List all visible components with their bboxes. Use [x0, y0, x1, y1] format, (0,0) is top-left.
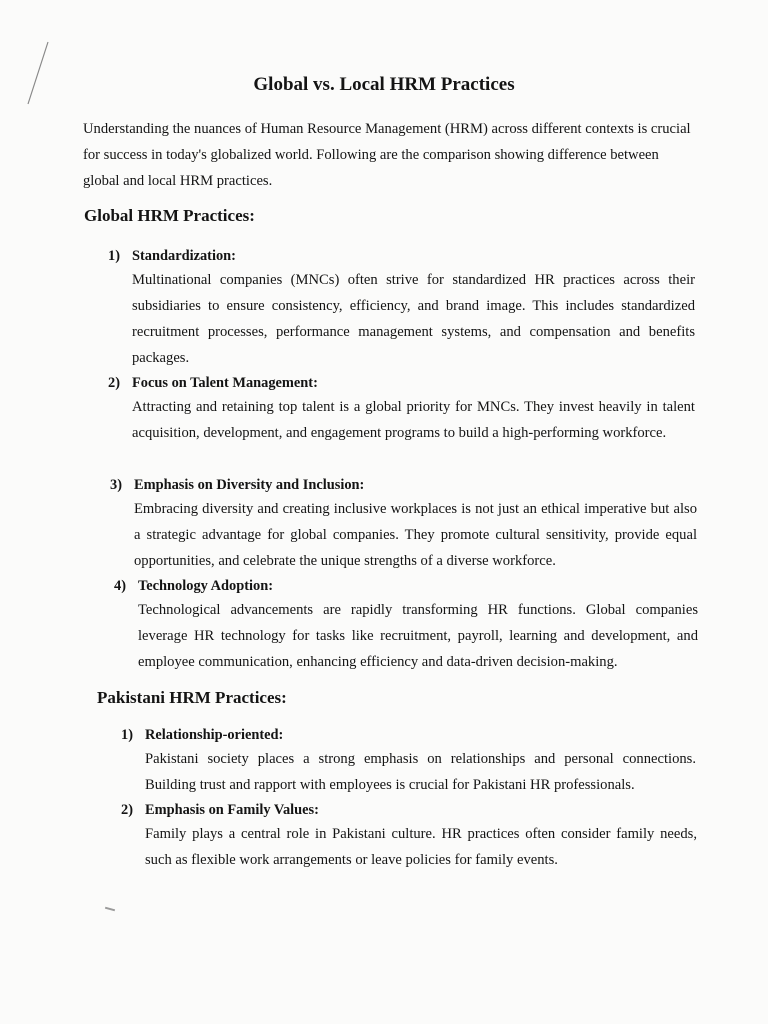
list-item-standardization — [108, 245, 695, 371]
item-number: 3) — [110, 477, 122, 493]
item-title: Technology Adoption: — [138, 578, 274, 594]
page-title: Global vs. Local HRM Practices — [253, 74, 515, 95]
item-title: Emphasis on Diversity and Inclusion: — [134, 477, 365, 493]
item-number: 4) — [114, 578, 126, 594]
item-body: Technological advancements are rapidly transforming HR functions. Global companies leverage HR technology for tasks like recruitment, payroll, learning and development, and employee communication, enhancing efficiency and data-driven decision-making. — [138, 602, 698, 670]
intro-paragraph: Understanding the nuances of Human Resource Management (HRM) across different contexts is crucial for success in today's globalized world. Following are the comparison showing difference between global and local HRM practices. — [83, 121, 691, 189]
item-body: Multinational companies (MNCs) often strive for standardized HR practices across their subsidiaries to ensure consistency, efficiency, and brand image. This includes standardized recruitment processes, performance management systems, and compensation and benefits packages. — [132, 272, 695, 366]
item-title: Relationship-oriented: — [145, 727, 284, 743]
list-item-relationship-oriented — [121, 724, 696, 798]
item-number: 2) — [108, 375, 120, 391]
item-body: Pakistani society places a strong emphasis on relationships and personal connections. Building trust and rapport with employees is crucial for Pakistani HR professionals. — [145, 751, 696, 793]
scan-speck — [105, 907, 115, 912]
item-number: 2) — [121, 802, 133, 818]
item-title: Standardization: — [132, 248, 236, 264]
item-title: Focus on Talent Management: — [132, 375, 318, 391]
list-item-technology-adoption — [114, 575, 698, 675]
list-item-diversity-inclusion — [110, 474, 697, 574]
item-body: Embracing diversity and creating inclusive workplaces is not just an ethical imperative but also a strategic advantage for global companies. They promote cultural sensitivity, provide equal opportunities, and celebrate the unique strengths of a diverse workforce. — [134, 501, 697, 569]
list-item-talent-management — [108, 372, 695, 446]
item-number: 1) — [108, 248, 120, 264]
section-heading-pakistani: Pakistani HRM Practices: — [97, 688, 287, 707]
list-item-family-values — [121, 799, 697, 873]
item-body: Attracting and retaining top talent is a global priority for MNCs. They invest heavily in talent acquisition, development, and engagement programs to build a high-performing workforce. — [132, 399, 695, 441]
item-title: Emphasis on Family Values: — [145, 802, 319, 818]
section-heading-global: Global HRM Practices: — [84, 206, 255, 225]
item-body: Family plays a central role in Pakistani culture. HR practices often consider family needs, such as flexible work arrangements or leave policies for family events. — [145, 826, 697, 868]
item-number: 1) — [121, 727, 133, 743]
